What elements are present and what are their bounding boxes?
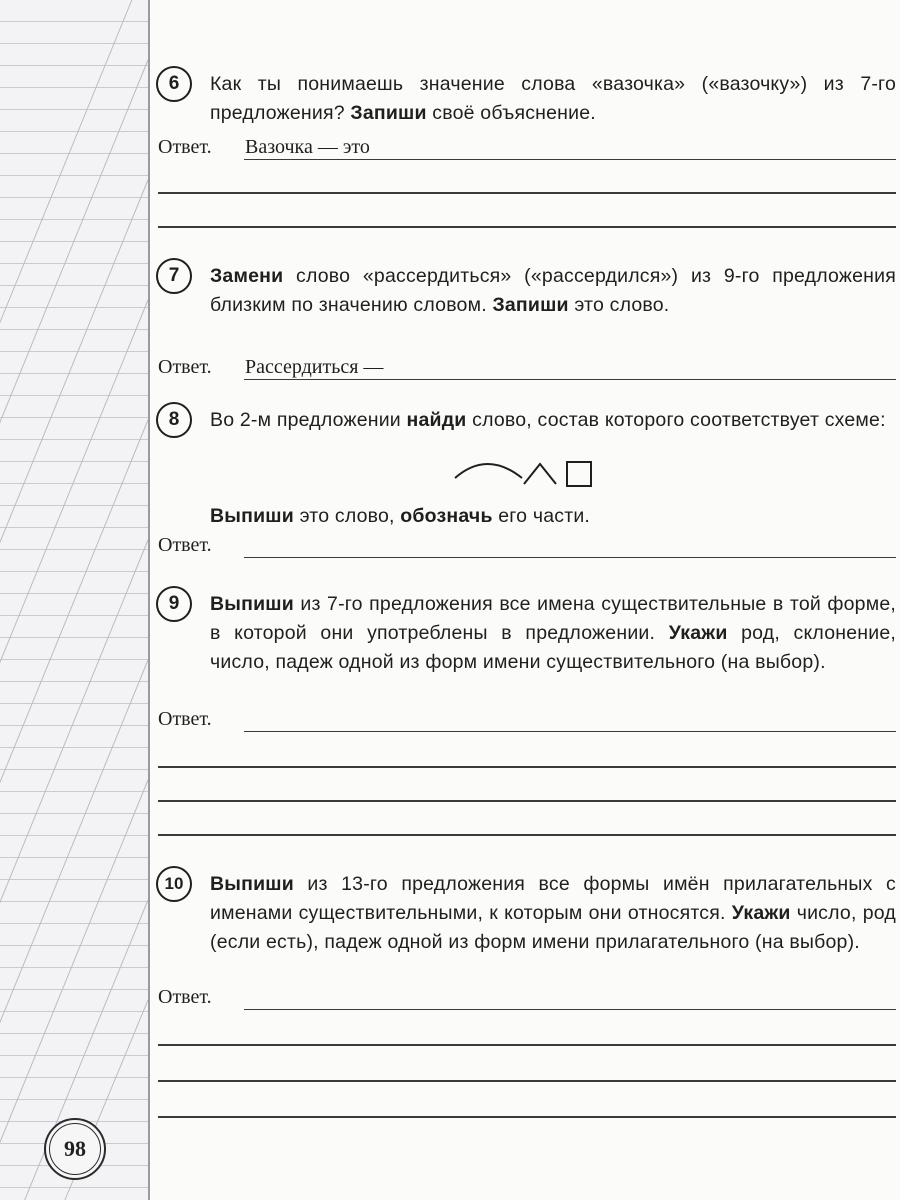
task-9: [168, 590, 897, 677]
answer-line[interactable]: [158, 766, 896, 768]
answer-prefill: Вазочка — это: [245, 136, 370, 158]
task-8: [168, 406, 896, 435]
word-structure-scheme: [450, 456, 600, 490]
task-number: 6: [156, 66, 192, 102]
answer-line[interactable]: [158, 192, 896, 194]
answer-field[interactable]: Ответ.: [158, 708, 896, 732]
task-10: [164, 870, 896, 957]
task-text: Выпиши из 13-го предложения все формы имён прилагательных с именами существительными, к которым они относятся. Укажи число, род (если есть), падеж одной из форм имени прилагательного (на выбор).: [210, 873, 896, 953]
answer-line[interactable]: [158, 800, 896, 802]
margin-diagonal-lines: [0, 0, 148, 1200]
answer-field[interactable]: Ответ. Вазочка — это: [158, 136, 896, 160]
answer-field[interactable]: Ответ. Рассердиться —: [158, 356, 896, 380]
root-arc-icon: [455, 464, 522, 478]
task-number: 10: [156, 866, 192, 902]
task-text: Выпиши это слово, обозначь его части.: [210, 505, 591, 527]
answer-line[interactable]: [158, 226, 896, 228]
page-number: 98: [44, 1118, 106, 1180]
task-8-instruction: [210, 502, 896, 531]
answer-line[interactable]: [158, 1116, 896, 1118]
task-number: 8: [156, 402, 192, 438]
workbook-page: [150, 0, 900, 1200]
suffix-caret-icon: [524, 464, 556, 484]
task-6: [168, 70, 896, 128]
answer-line[interactable]: [158, 1080, 896, 1082]
answer-field[interactable]: Ответ.: [158, 534, 896, 558]
task-number: 7: [156, 258, 192, 294]
task-text: Замени слово «рассердиться» («рассердился») из 9-го предложения близким по значению словом. Запиши это слово.: [210, 265, 896, 316]
answer-line[interactable]: [158, 1044, 896, 1046]
task-text: Как ты понимаешь значение слова «вазочка» («вазочку») из 7-го предложения? Запиши своё объяснение.: [210, 73, 896, 124]
task-text: Выпиши из 7-го предложения все имена существительные в той форме, в которой они употреблены в предложении. Укажи род, склонение, число, падеж одной из форм имени существительного (на выбор).: [210, 593, 897, 673]
task-7: [168, 262, 896, 320]
task-number: 9: [156, 586, 192, 622]
task-text: Во 2-м предложении найди слово, состав которого соответствует схеме:: [210, 409, 886, 431]
answer-line[interactable]: [158, 834, 896, 836]
answer-field[interactable]: Ответ.: [158, 986, 896, 1010]
answer-prefill: Рассердиться —: [245, 356, 384, 378]
ruled-margin: [0, 0, 148, 1200]
ending-box-icon: [567, 462, 591, 486]
